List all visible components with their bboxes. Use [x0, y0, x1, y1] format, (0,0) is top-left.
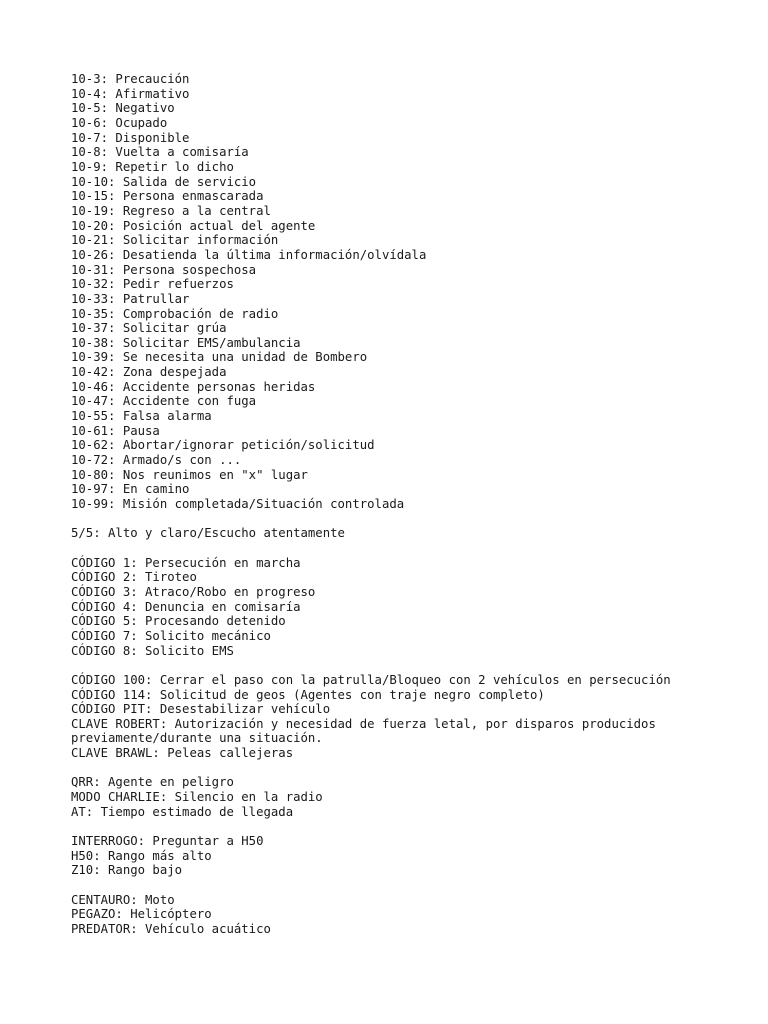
section-codigos — [71, 556, 751, 659]
text-line: 10-33: Patrullar — [71, 291, 190, 306]
text-line: QRR: Agente en peligro — [71, 775, 234, 790]
text-line: AT: Tiempo estimado de llegada — [71, 804, 294, 819]
text-line: 10-97: En camino — [71, 482, 190, 497]
text-line: 10-37: Solicitar grúa — [71, 321, 227, 336]
text-line: 10-72: Armado/s con ... — [71, 453, 242, 468]
section-claves — [71, 673, 751, 761]
text-line: 10-10: Salida de servicio — [71, 174, 257, 189]
text-line: 10-8: Vuelta a comisaría — [71, 145, 249, 160]
text-line: 5/5: Alto y claro/Escucho atentamente — [71, 526, 345, 541]
text-line: 10-80: Nos reunimos en "x" lugar — [71, 467, 308, 482]
text-line: 10-4: Afirmativo — [71, 86, 190, 101]
section-five-five — [71, 526, 751, 541]
text-line: Z10: Rango bajo — [71, 863, 183, 878]
section-spacer — [71, 512, 751, 527]
text-line: INTERROGO: Preguntar a H50 — [71, 834, 264, 849]
text-line: 10-6: Ocupado — [71, 115, 168, 130]
text-line: 10-39: Se necesita una unidad de Bombero — [71, 350, 368, 365]
text-line: 10-3: Precaución — [71, 72, 190, 86]
section-spacer — [71, 658, 751, 673]
section-spacer — [71, 819, 751, 834]
text-line: MODO CHARLIE: Silencio en la radio — [71, 790, 323, 805]
text-line: 10-31: Persona sospechosa — [71, 262, 257, 277]
document-body — [71, 72, 751, 937]
text-line: previamente/durante una situación. — [71, 731, 323, 746]
text-line: 10-9: Repetir lo dicho — [71, 159, 234, 174]
text-line: 10-42: Zona despejada — [71, 365, 227, 380]
text-line: CLAVE BRAWL: Peleas callejeras — [71, 746, 294, 761]
text-line: 10-5: Negativo — [71, 101, 175, 116]
text-line: CÓDIGO 8: Solicito EMS — [71, 643, 234, 658]
text-line: 10-62: Abortar/ignorar petición/solicitud — [71, 438, 375, 453]
text-line: 10-61: Pausa — [71, 423, 160, 438]
text-line: CLAVE ROBERT: Autorización y necesidad de fuerza letal, por disparos producidos — [71, 716, 656, 731]
text-line: CÓDIGO 100: Cerrar el paso con la patrulla/Bloqueo con 2 vehículos en persecución — [71, 672, 671, 687]
text-line: 10-35: Comprobación de radio — [71, 306, 279, 321]
text-line: 10-21: Solicitar información — [71, 233, 279, 248]
text-line: 10-47: Accidente con fuga — [71, 394, 257, 409]
section-spacer — [71, 878, 751, 893]
text-line: 10-7: Disponible — [71, 130, 190, 145]
text-line: CÓDIGO PIT: Desestabilizar vehículo — [71, 702, 331, 717]
text-line: 10-26: Desatienda la última información/olvídala — [71, 247, 427, 262]
text-line: CÓDIGO 7: Solicito mecánico — [71, 628, 271, 643]
text-line: CÓDIGO 5: Procesando detenido — [71, 614, 286, 629]
text-line: PEGAZO: Helicóptero — [71, 907, 212, 922]
text-line: PREDATOR: Vehículo acuático — [71, 921, 271, 936]
section-spacer — [71, 761, 751, 776]
section-radio — [71, 775, 751, 819]
text-line: CENTAURO: Moto — [71, 892, 175, 907]
text-line: H50: Rango más alto — [71, 848, 212, 863]
text-line: 10-46: Accidente personas heridas — [71, 379, 316, 394]
section-rangos — [71, 834, 751, 878]
section-vehiculos — [71, 893, 751, 937]
section-spacer — [71, 541, 751, 556]
text-line: CÓDIGO 4: Denuncia en comisaría — [71, 599, 301, 614]
text-line: 10-55: Falsa alarma — [71, 409, 212, 424]
text-line: CÓDIGO 1: Persecución en marcha — [71, 555, 301, 570]
text-line: 10-15: Persona enmascarada — [71, 189, 264, 204]
text-line: 10-99: Misión completada/Situación controlada — [71, 497, 405, 512]
text-line: 10-32: Pedir refuerzos — [71, 277, 234, 292]
text-line: 10-38: Solicitar EMS/ambulancia — [71, 335, 301, 350]
text-line: CÓDIGO 2: Tiroteo — [71, 570, 197, 585]
text-line: 10-20: Posición actual del agente — [71, 218, 316, 233]
section-ten-codes — [71, 72, 751, 512]
text-line: CÓDIGO 114: Solicitud de geos (Agentes con traje negro completo) — [71, 687, 545, 702]
text-line: 10-19: Regreso a la central — [71, 203, 271, 218]
text-line: CÓDIGO 3: Atraco/Robo en progreso — [71, 584, 316, 599]
